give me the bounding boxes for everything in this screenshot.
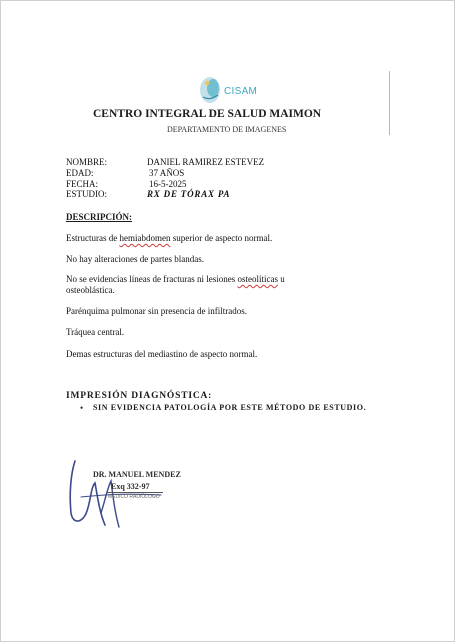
age-value: 37 AÑOS — [149, 168, 185, 178]
description-paragraph-1 — [66, 233, 272, 243]
signature-line — [107, 492, 163, 493]
description-paragraph-4: Parénquima pulmonar sin presencia de infiltrados. — [66, 306, 247, 316]
bullet-icon: • — [80, 403, 84, 413]
date-value: 16-5-2025 — [149, 179, 187, 189]
description-paragraph-2: No hay alteraciones de partes blandas. — [66, 254, 204, 264]
diagnosis-item: SIN EVIDENCIA PATOLOGÍA POR ESTE MÉTODO DE ESTUDIO. — [93, 403, 367, 412]
name-label: NOMBRE: — [66, 157, 108, 167]
description-paragraph-5: Tráquea central. — [66, 327, 125, 337]
p3-end: u — [277, 274, 285, 284]
header-divider — [389, 71, 390, 135]
spellcheck-word-osteoliticas: osteolíticas — [237, 274, 278, 284]
spellcheck-word-hemiabdomen: hemiabdomen — [119, 233, 171, 243]
p1-end: superior de aspecto normal. — [170, 233, 273, 243]
doctor-role: MÉDICO RADIÓLOGO — [108, 494, 160, 500]
p3-start: No se evidencias líneas de fracturas ni lesiones — [66, 274, 238, 284]
description-paragraph-6: Demas estructuras del mediastino de aspecto normal. — [66, 349, 258, 359]
date-label: FECHA: — [66, 179, 99, 189]
center-name: CENTRO INTEGRAL DE SALUD MAIMON — [93, 108, 322, 120]
description-title: DESCRIPCIÓN: — [66, 212, 133, 222]
study-label: ESTUDIO: — [66, 189, 107, 199]
logo-text: CISAM — [224, 86, 258, 97]
study-value: RX DE TÓRAX PA — [147, 189, 231, 199]
age-label: EDAD: — [66, 168, 94, 178]
diagnosis-title: IMPRESIÓN DIAGNÓSTICA: — [66, 391, 213, 401]
p1-start: Estructuras de — [66, 233, 120, 243]
name-value: DANIEL RAMIREZ ESTEVEZ — [147, 157, 265, 167]
doctor-name: DR. MANUEL MENDEZ — [93, 470, 181, 479]
department-name: DEPARTAMENTO DE IMAGENES — [167, 125, 287, 134]
description-paragraph-3 — [66, 274, 285, 284]
description-paragraph-3-cont: osteoblástica. — [66, 285, 115, 295]
signature-icon — [61, 453, 171, 533]
doctor-exequatur: Exq 332-97 — [111, 482, 150, 491]
